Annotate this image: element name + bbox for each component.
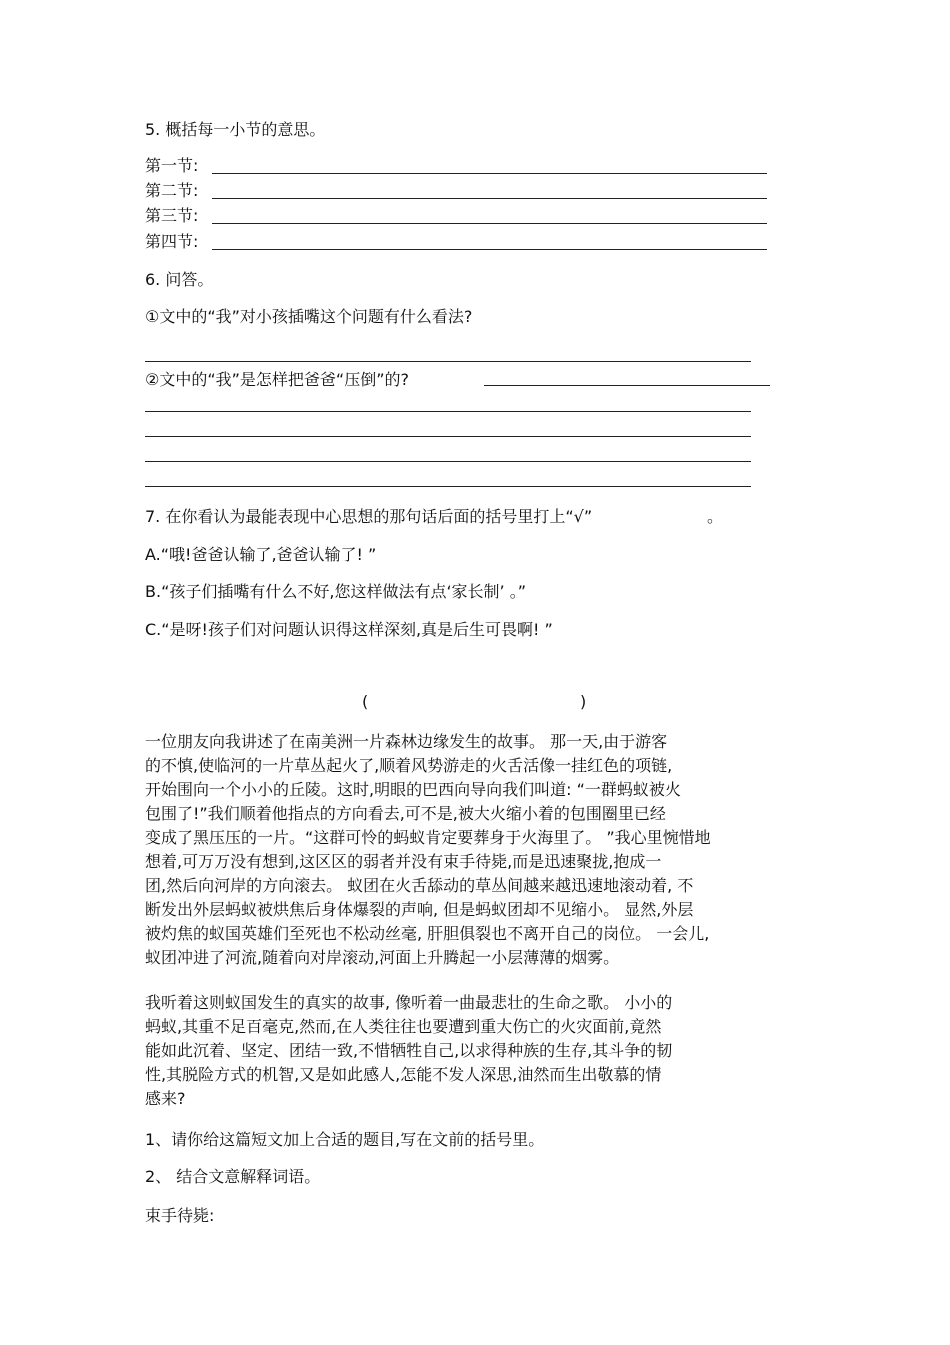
q5-row-4-blank[interactable]	[212, 249, 767, 250]
q6-sub2-answer-line-1[interactable]	[145, 411, 751, 412]
passage-line: 蚁团冲进了河流,随着向对岸滚动,河面上升腾起一小层薄薄的烟雾。	[145, 948, 620, 967]
q5-row-1-blank[interactable]	[212, 173, 767, 174]
passage-line: 一位朋友向我讲述了在南美洲一片森林边缘发生的故事。 那一天,由于游客	[145, 732, 668, 751]
q7-title: 7. 在你看认为最能表现中心思想的那句话后面的括号里打上“√”	[145, 507, 593, 526]
q5-row-2-blank[interactable]	[212, 198, 767, 199]
q6-sub2: ②文中的“我”是怎样把爸爸“压倒”的?	[145, 370, 409, 389]
q6-sub2-inline-blank[interactable]	[484, 385, 770, 386]
q6-sub2-answer-line-2[interactable]	[145, 436, 751, 437]
passage-line: 感来?	[145, 1089, 186, 1108]
q6-title: 6. 问答。	[145, 270, 214, 289]
passage-title-close[interactable]: )	[580, 692, 587, 711]
passage-line: 被灼焦的蚁国英雄们至死也不松动丝毫, 肝胆俱裂也不离开自己的岗位。 一会儿,	[145, 924, 710, 943]
q7-option-a[interactable]: A.“哦!爸爸认输了,爸爸认输了! ”	[145, 545, 377, 564]
q5-row-1-label: 第一节:	[145, 156, 199, 175]
passage-line: 蚂蚁,其重不足百毫克,然而,在人类往往也要遭到重大伤亡的火灾面前,竟然	[145, 1017, 662, 1036]
passage-line: 想着,可万万没有想到,这区区的弱者并没有束手待毙,而是迅速聚拢,抱成一	[145, 852, 662, 871]
q6-sub1: ①文中的“我”对小孩插嘴这个问题有什么看法?	[145, 307, 473, 326]
word-to-explain: 束手待毙:	[145, 1206, 215, 1225]
q7-title-end: 。	[707, 507, 724, 526]
q6-sub1-answer-line[interactable]	[145, 361, 751, 362]
passage-line: 包围了!”我们顺着他指点的方向看去,可不是,被大火缩小着的包围圈里已经	[145, 804, 666, 823]
q6-sub2-answer-line-4[interactable]	[145, 486, 751, 487]
passage-question-2: 2、 结合文意解释词语。	[145, 1167, 321, 1186]
passage-line: 开始围向一个小小的丘陵。这时,明眼的巴西向导向我们叫道: “一群蚂蚁被火	[145, 780, 681, 799]
q5-row-2-label: 第二节:	[145, 181, 199, 200]
passage-line: 变成了黑压压的一片。“这群可怜的蚂蚁肯定要葬身于火海里了。 ”我心里惋惜地	[145, 828, 711, 847]
passage-line: 我听着这则蚁国发生的真实的故事, 像听着一曲最悲壮的生命之歌。 小小的	[145, 993, 673, 1012]
q7-option-c[interactable]: C.“是呀!孩子们对问题认识得这样深刻,真是后生可畏啊! ”	[145, 620, 553, 639]
passage-line: 的不慎,使临河的一片草丛起火了,顺着风势游走的火舌活像一挂红色的项链,	[145, 756, 673, 775]
q7-option-b[interactable]: B.“孩子们插嘴有什么不好,您这样做法有点‘家长制’ 。”	[145, 582, 526, 601]
passage-line: 断发出外层蚂蚁被烘焦后身体爆裂的声响, 但是蚂蚁团却不见缩小。 显然,外层	[145, 900, 694, 919]
passage-title-open: (	[362, 692, 369, 711]
passage-line: 性,其脱险方式的机智,又是如此感人,怎能不发人深思,油然而生出敬慕的情	[145, 1065, 662, 1084]
q5-row-3-blank[interactable]	[212, 223, 767, 224]
q5-title: 5. 概括每一小节的意思。	[145, 120, 326, 139]
passage-line: 能如此沉着、坚定、团结一致,不惜牺牲自己,以求得种族的生存,其斗争的韧	[145, 1041, 673, 1060]
passage-line: 团,然后向河岸的方向滚去。 蚁团在火舌舔动的草丛间越来越迅速地滚动着, 不	[145, 876, 694, 895]
q5-row-4-label: 第四节:	[145, 232, 199, 251]
q5-row-3-label: 第三节:	[145, 206, 199, 225]
passage-paragraph-1	[145, 730, 810, 970]
passage-paragraph-2	[145, 991, 810, 1111]
q6-sub2-answer-line-3[interactable]	[145, 461, 751, 462]
passage-question-1: 1、请你给这篇短文加上合适的题目,写在文前的括号里。	[145, 1130, 545, 1149]
